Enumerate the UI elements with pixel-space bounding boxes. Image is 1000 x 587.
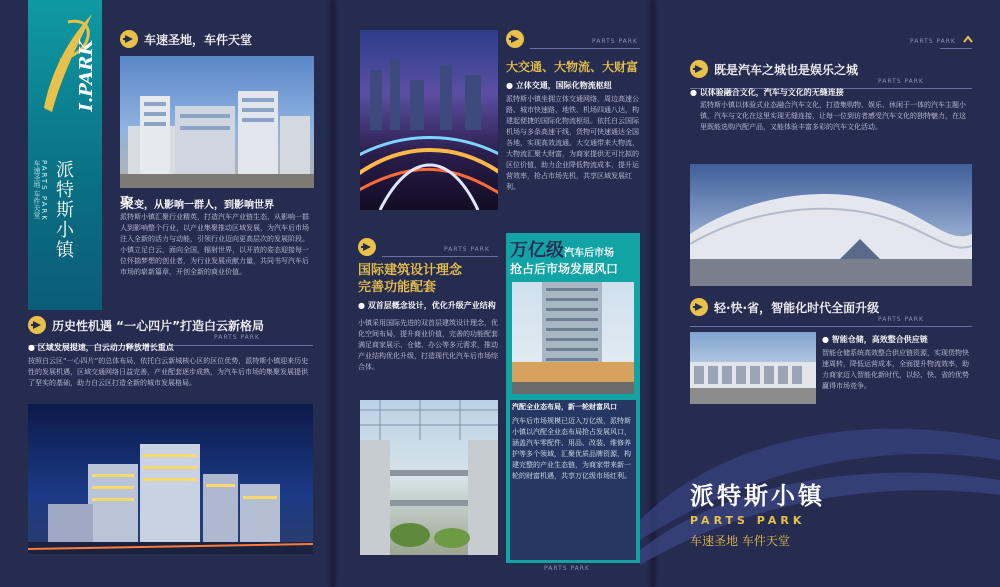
arrow-right-icon bbox=[506, 30, 524, 48]
section-title: 轻·快·省，智能化时代全面升级 bbox=[714, 300, 880, 315]
closing-brand-en: PARTS PARK bbox=[690, 514, 806, 527]
photo-atrium-interior bbox=[360, 400, 498, 555]
divider-line bbox=[940, 48, 972, 49]
culture-body: 派特斯小镇以体验式业态融合汽车文化，打造集购物、娱乐、休闲于一体的汽车主题小镇，汽车与文化在这里实现无缝连接，让每一位到访者感受汽车文化的独特魅力，在这里既能选购汽配产品，又能体验丰富多彩的汽车文化活动。 bbox=[700, 101, 966, 131]
divider-line bbox=[690, 326, 972, 327]
juxia-big-char: 聚 bbox=[120, 196, 134, 212]
design-body: 小镇采用国际先进的双首层建筑设计理念，优化空间布局，提升商业价值，完善的功能配套满足商家展示、仓储、办公等多元需求，推动产业结构优化升级，打造现代化汽车后市场综合体。 bbox=[358, 319, 498, 371]
parts-park-tag: PARTS PARK bbox=[592, 38, 638, 45]
juxia-headline bbox=[120, 193, 274, 213]
culture-bullet: ● 以体验融合文化，汽车与文化的无缝连接 bbox=[690, 88, 844, 97]
market-subheadline: 抢占后市场发展风口 bbox=[510, 262, 619, 276]
smart-bullet: ● 智能仓储，高效整合供应链 bbox=[822, 335, 928, 344]
divider-line bbox=[382, 256, 498, 257]
smart-body: 智能仓储系统高效整合供应链资源，实现货物快速周转，降低运营成本，全面提升物流效率，助力商家迈入智能化新时代，以轻、快、省的优势赢得市场竞争。 bbox=[822, 349, 969, 390]
juxia-body: 派特斯小镇汇聚行业精英，打造汽车产业链生态，从影响一群人到影响整个行业，以产业集聚推动区域发展，为汽车后市场注入全新的活力与动能，引领行业迈向更高层次的发展阶段。小镇立足白云，面向全国，辐射世界，以开放的姿态迎接每一位怀揣梦想的创业者，为行业发展贡献力量，共同书写汽车后市场的崭新篇章，开创全新的商业价值。 bbox=[120, 213, 309, 276]
brand-logo-text: I.PARK bbox=[76, 40, 97, 112]
page2-marker bbox=[506, 30, 524, 48]
parts-park-tag: PARTS PARK bbox=[910, 38, 956, 45]
arrow-right-icon bbox=[690, 60, 708, 78]
brand-strip bbox=[28, 0, 102, 310]
design-bullet: ● 双首层概念设计，优化升级产业结构 bbox=[358, 301, 496, 310]
section-header-speed bbox=[120, 30, 252, 48]
photo-building-complex bbox=[120, 56, 314, 188]
market-big-text: 万亿级汽车后市场 bbox=[510, 240, 614, 261]
parts-park-tag: PARTS PARK bbox=[878, 78, 924, 85]
brand-slogan-vertical: 车速圣地 车件天堂 bbox=[33, 160, 41, 219]
transport-body: 派特斯小镇坐拥立体交通网络，周边高速公路、城市快速路、地铁、机场四通八达，构建起便捷的国际化物流枢纽。依托白云国际机场与多条高速干线，货物可快速通达全国各地，实现高效流通。大交通带来大物流，大物流汇聚大财富，为商家提供无可比拟的区位价值，助力企业降低物流成本，提升运营效率，抢占市场先机，共享区域发展红利。 bbox=[506, 95, 639, 191]
closing-slogan: 车速圣地 车件天堂 bbox=[690, 534, 790, 548]
parts-park-tag: PARTS PARK bbox=[878, 316, 924, 323]
photo-tower-facade bbox=[512, 282, 634, 394]
juxia-headline-rest: 变，从影响一群人，到影响世界 bbox=[134, 200, 274, 211]
arrow-right-icon bbox=[690, 298, 708, 316]
section-header-history bbox=[28, 316, 264, 334]
brand-name-vertical: 派特斯小镇 bbox=[53, 160, 74, 260]
footer-tag: PARTS PARK bbox=[544, 565, 590, 572]
photo-smart-warehouse bbox=[690, 332, 816, 404]
design-marker bbox=[358, 238, 376, 256]
brand-name-en-vertical: PARTS PARK bbox=[40, 160, 48, 222]
history-bullet: ● 区域发展提速，白云动力释放增长重点 bbox=[28, 343, 174, 352]
fold-line-1 bbox=[331, 0, 335, 587]
arrow-right-icon bbox=[120, 30, 138, 48]
design-headline: 国际建筑设计理念 完善功能配套 bbox=[358, 263, 463, 295]
section-title: 既是汽车之城也是娱乐之城 bbox=[714, 62, 859, 77]
section-title: 车速圣地，车件天堂 bbox=[144, 32, 253, 47]
photo-night-buildings bbox=[28, 404, 313, 554]
transport-bullet: ● 立体交通，国际化物流枢纽 bbox=[506, 81, 612, 90]
section-header-culture bbox=[690, 60, 858, 78]
closing-brand-name: 派特斯小镇 bbox=[690, 481, 825, 510]
arrow-right-icon bbox=[28, 316, 46, 334]
market-caption: 汽配全业态布局，新一轮财富风口 bbox=[512, 403, 617, 411]
parts-park-tag: PARTS PARK bbox=[214, 334, 260, 341]
market-body: 汽车后市场规模已迈入万亿级，派特斯小镇以汽配全业态布局抢占发展风口，涵盖汽车零配件、用品、改装、维修养护等多个领域，汇聚优质品牌资源，构建完整的产业生态链，为商家带来新一轮的财富机遇，共享万亿级市场红利。 bbox=[512, 417, 631, 480]
section-header-smart bbox=[690, 298, 879, 316]
section-title: 历史性机遇 “一心四片”打造白云新格局 bbox=[52, 318, 264, 333]
divider-line bbox=[530, 48, 640, 49]
photo-curved-architecture bbox=[690, 164, 972, 286]
transport-headline: 大交通、大物流、大财富 bbox=[506, 60, 639, 74]
chevron-up-icon bbox=[962, 34, 974, 46]
arrow-right-icon bbox=[358, 238, 376, 256]
parts-park-tag: PARTS PARK bbox=[444, 246, 490, 253]
photo-highway-night bbox=[360, 30, 498, 210]
history-body: 按照白云区“一心四片”的总体布局，依托白云新城核心区的区位优势，派特斯小镇迎来历史性的发展机遇，区域交通网络日益完善，产业配套逐步成熟，为汽车后市场的集聚发展提供了坚实的基础，助力白云区打造全新的城市发展格局。 bbox=[28, 357, 309, 387]
